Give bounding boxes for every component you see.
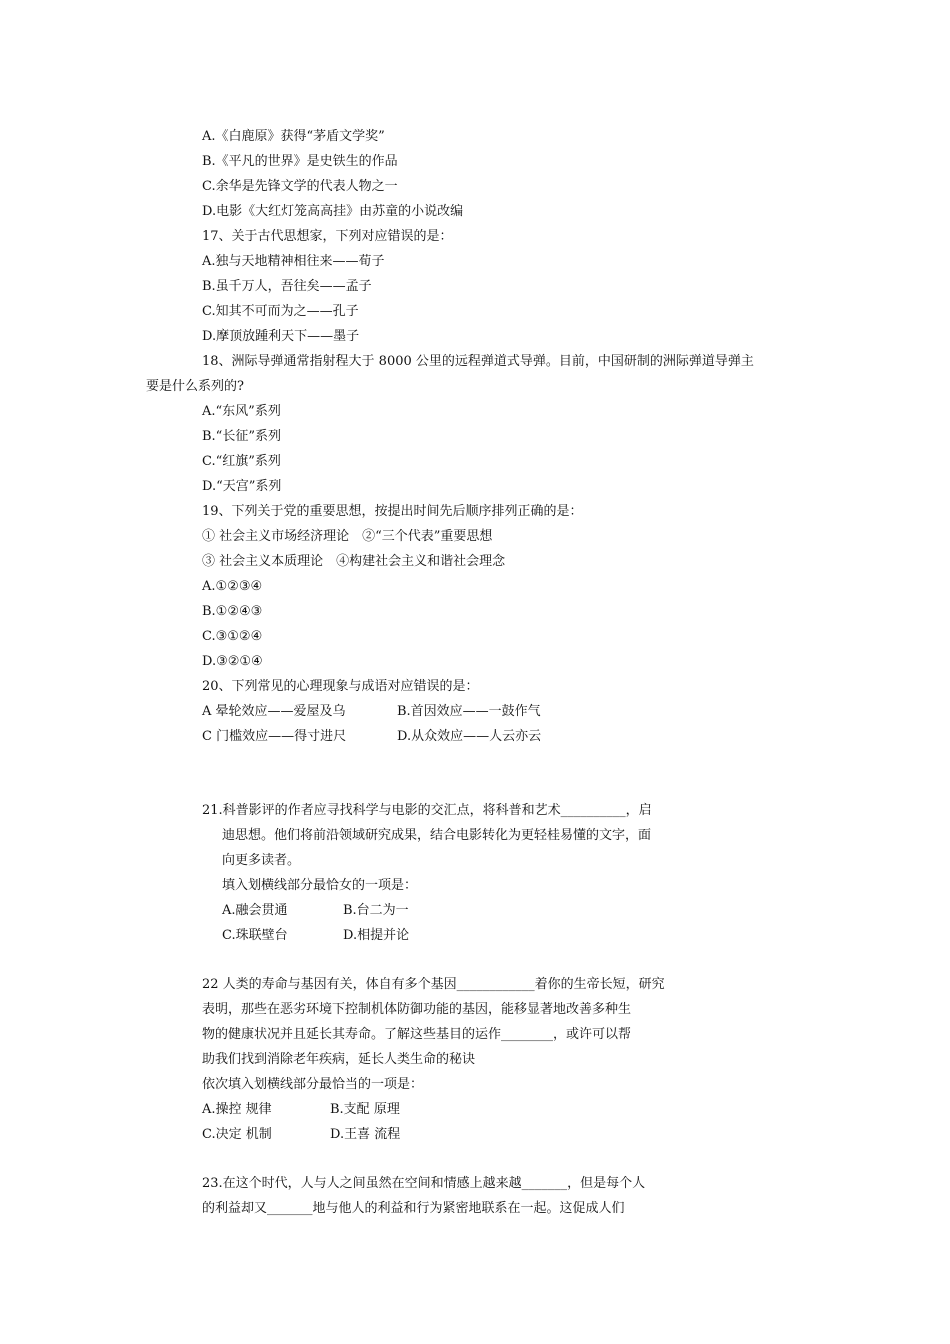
q19-items-line2: ③ 社会主义本质理论 ④构建社会主义和谐社会理念 bbox=[202, 554, 506, 569]
q22-option-b: B.支配 原理 bbox=[330, 1102, 400, 1117]
q21-option-a: A.融会贯通 bbox=[222, 903, 288, 918]
q22-option-d: D.王喜 流程 bbox=[330, 1127, 401, 1142]
q22-option-c: C.决定 机制 bbox=[202, 1127, 272, 1142]
q18-option-b: B.“长征”系列 bbox=[202, 429, 281, 444]
q18-option-c: C.“红旗”系列 bbox=[202, 454, 281, 469]
q20-option-d: D.从众效应——人云亦云 bbox=[397, 729, 542, 744]
q17-option-d: D.摩顶放踵利天下——墨子 bbox=[202, 329, 360, 344]
q21-line1: 21.科普影评的作者应寻找科学与电影的交汇点，将科普和艺术__________，启 bbox=[202, 803, 652, 818]
q18-stem-line1: 18、洲际导弹通常指射程大于 8000 公里的远程弹道式导弹。目前，中国研制的洲际弹道导弹主 bbox=[202, 354, 754, 369]
q22-option-a: A.操控 规律 bbox=[202, 1102, 272, 1117]
q19-stem: 19、下列关于党的重要思想，按提出时间先后顺序排列正确的是： bbox=[202, 504, 583, 519]
q16-option-d: D.电影《大红灯笼高高挂》由苏童的小说改编 bbox=[202, 204, 464, 219]
q21-line2: 迪思想。他们将前沿领域研究成果，结合电影转化为更轻桂易懂的文字，面 bbox=[222, 828, 652, 843]
q20-option-b: B.首因效应——一鼓作气 bbox=[397, 704, 541, 719]
q23-line1: 23.在这个时代，人与人之间虽然在空间和情感上越来越_______，但是每个人 bbox=[202, 1176, 646, 1191]
q17-option-c: C.知其不可而为之——孔子 bbox=[202, 304, 359, 319]
q19-option-b: B.①②④③ bbox=[202, 604, 263, 619]
q20-stem: 20、下列常见的心理现象与成语对应错误的是： bbox=[202, 679, 479, 694]
q16-option-a: A.《白鹿原》获得“茅盾文学奖” bbox=[202, 129, 385, 144]
q21-option-c: C.珠联壁台 bbox=[222, 928, 288, 943]
q23-line2: 的利益却又_______地与他人的利益和行为紧密地联系在一起。这促成人们 bbox=[202, 1201, 625, 1216]
q18-option-d: D.“天宫”系列 bbox=[202, 479, 282, 494]
q21-instruction: 填入划横线部分最恰女的一项是： bbox=[222, 878, 418, 893]
q21-line3: 向更多读者。 bbox=[222, 853, 301, 868]
q19-option-a: A.①②③④ bbox=[202, 579, 263, 594]
q17-option-a: A.独与天地精神相往来——荀子 bbox=[202, 254, 385, 269]
q22-line2: 表明，那些在恶劣环境下控制机体防御功能的基因，能移显著地改善多种生 bbox=[202, 1002, 632, 1017]
q20-option-a: A 晕轮效应——爱屋及乌 bbox=[202, 704, 346, 719]
q17-option-b: B.虽千万人，吾往矣——孟子 bbox=[202, 279, 372, 294]
q21-option-b: B.台二为一 bbox=[343, 903, 409, 918]
q21-option-d: D.相提并论 bbox=[343, 928, 410, 943]
q18-stem-line2: 要是什么系列的? bbox=[146, 379, 244, 394]
q16-option-b: B.《平凡的世界》是史铁生的作品 bbox=[202, 154, 398, 169]
q17-stem: 17、关于古代思想家，下列对应错误的是： bbox=[202, 229, 453, 244]
q22-line1: 22 人类的寿命与基因有关，体自有多个基因____________着你的生帝长短，研究 bbox=[202, 977, 665, 992]
q18-option-a: A.“东风”系列 bbox=[202, 404, 281, 419]
q22-line3: 物的健康状况并且延长其寿命。了解这些基目的运作________，或许可以帮 bbox=[202, 1027, 632, 1042]
q19-option-c: C.③①②④ bbox=[202, 629, 263, 644]
q22-instruction: 依次填入划横线部分最恰当的一项是： bbox=[202, 1077, 424, 1092]
q19-option-d: D.③②①④ bbox=[202, 654, 263, 669]
q22-line4: 助我们找到消除老年疾病，延长人类生命的秘诀 bbox=[202, 1052, 476, 1067]
q16-option-c: C.余华是先锋文学的代表人物之一 bbox=[202, 179, 398, 194]
q19-items-line1: ① 社会主义市场经济理论 ②“三个代表”重要思想 bbox=[202, 529, 493, 544]
q20-option-c: C 门槛效应——得寸进尺 bbox=[202, 729, 347, 744]
